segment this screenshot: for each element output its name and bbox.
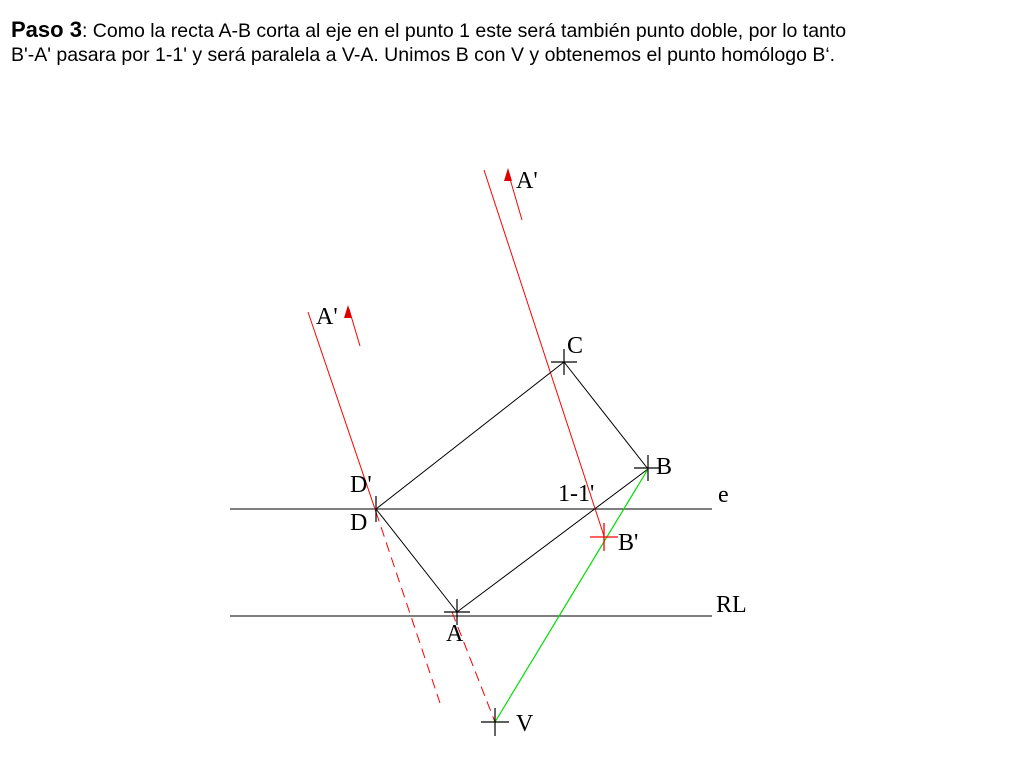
caption-text-1: Como la recta A-B corta al eje en el punto 1 este será también punto doble, por lo tanto: [87, 20, 847, 42]
step-title: Paso 3: [11, 17, 82, 42]
step-title-colon: :: [81, 20, 88, 42]
label-b-prime: B': [618, 530, 639, 556]
point-v-marker: [481, 708, 509, 736]
label-d: D: [350, 510, 368, 536]
label-b: B: [656, 454, 673, 480]
label-d-prime: D': [350, 472, 372, 498]
label-one-one-prime: 1-1': [558, 481, 595, 507]
label-a-prime-left: A': [316, 304, 338, 330]
label-e: e: [718, 482, 729, 508]
label-v: V: [516, 711, 534, 737]
label-a-prime-top: A': [516, 168, 538, 194]
label-rl: RL: [716, 592, 747, 618]
segment-a-d: [376, 509, 457, 612]
label-c: C: [567, 333, 584, 359]
direction-arrow-left-head: [344, 305, 352, 318]
caption-text-2: B'-A' pasara por 1-1' y será paralela a V-A. Unimos B con V y obtenemos el punto homólogo B‘.: [11, 44, 836, 66]
point-b-prime-marker: [590, 523, 618, 551]
direction-arrow-top-head: [504, 168, 512, 181]
segment-d-c: [376, 362, 564, 509]
label-a: A: [446, 621, 464, 647]
dashed-d-prime-extension: [376, 512, 440, 703]
